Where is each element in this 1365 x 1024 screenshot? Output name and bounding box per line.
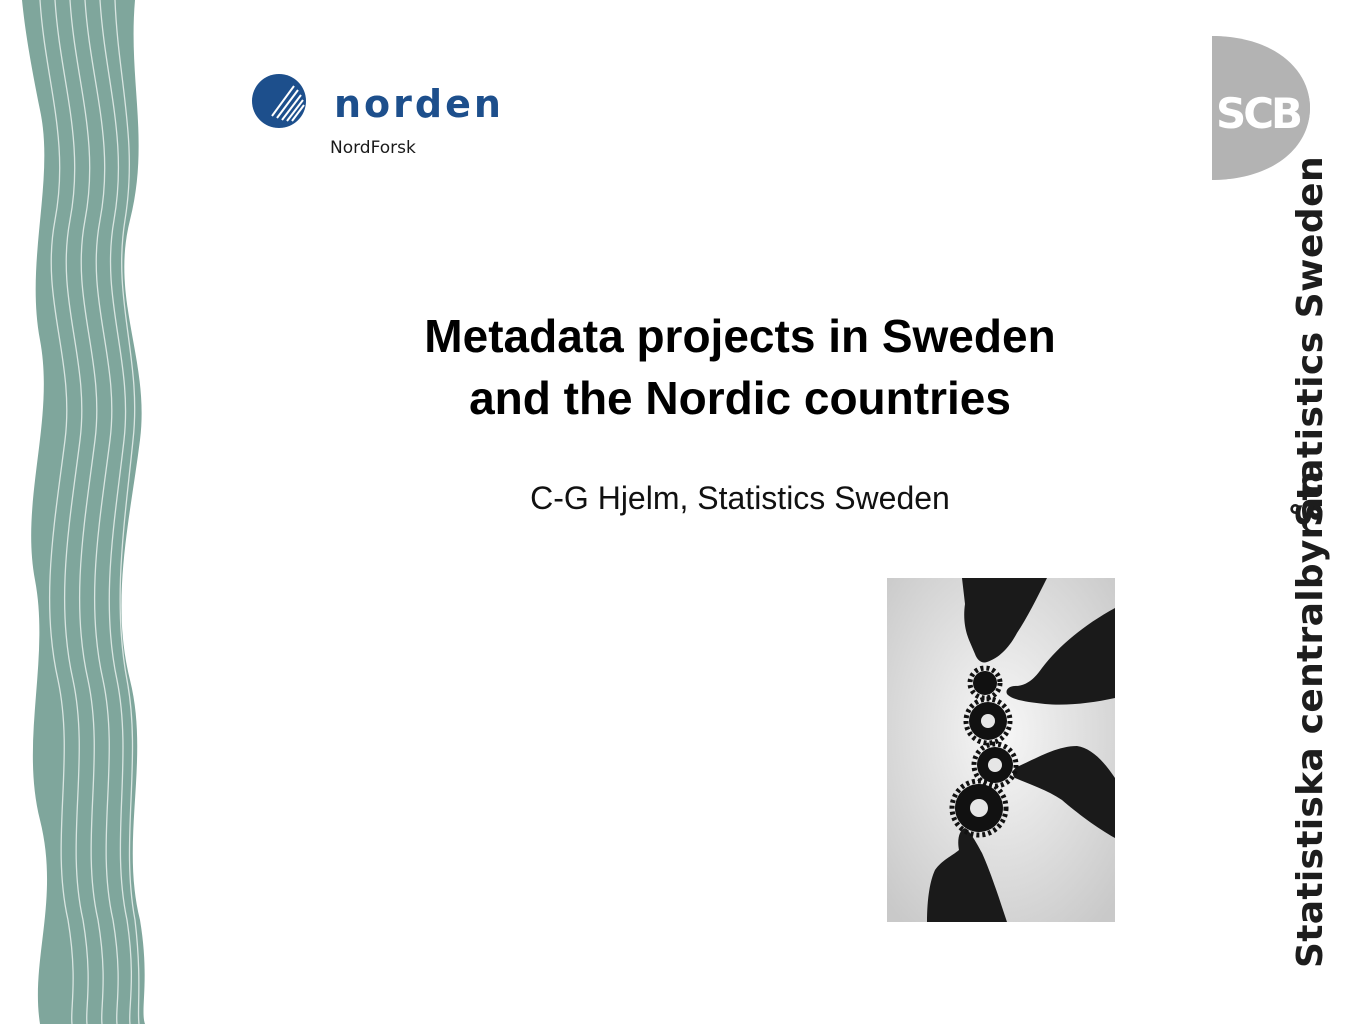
norden-logo <box>250 72 550 172</box>
svg-text:norden: norden <box>334 84 504 124</box>
slide-title-line-2: and the Nordic countries <box>469 372 1011 424</box>
decorative-wave-strip <box>0 0 150 1024</box>
slide-title <box>330 305 1150 429</box>
nordforsk-label: NordForsk <box>330 138 416 158</box>
slide-subtitle: C-G Hjelm, Statistics Sweden <box>530 480 950 516</box>
swan-emblem-icon <box>250 72 310 132</box>
svg-text:SCB: SCB <box>1215 89 1301 138</box>
statistiska-centralbyran-vertical-label: Statistiska centralbyrån <box>1290 470 1331 968</box>
hands-holding-gears-photo <box>887 578 1115 922</box>
slide-title-line-1: Metadata projects in Sweden <box>424 310 1056 362</box>
statistics-sweden-vertical-label: Statistics Sweden <box>1290 155 1331 527</box>
norden-wordmark <box>334 84 534 124</box>
